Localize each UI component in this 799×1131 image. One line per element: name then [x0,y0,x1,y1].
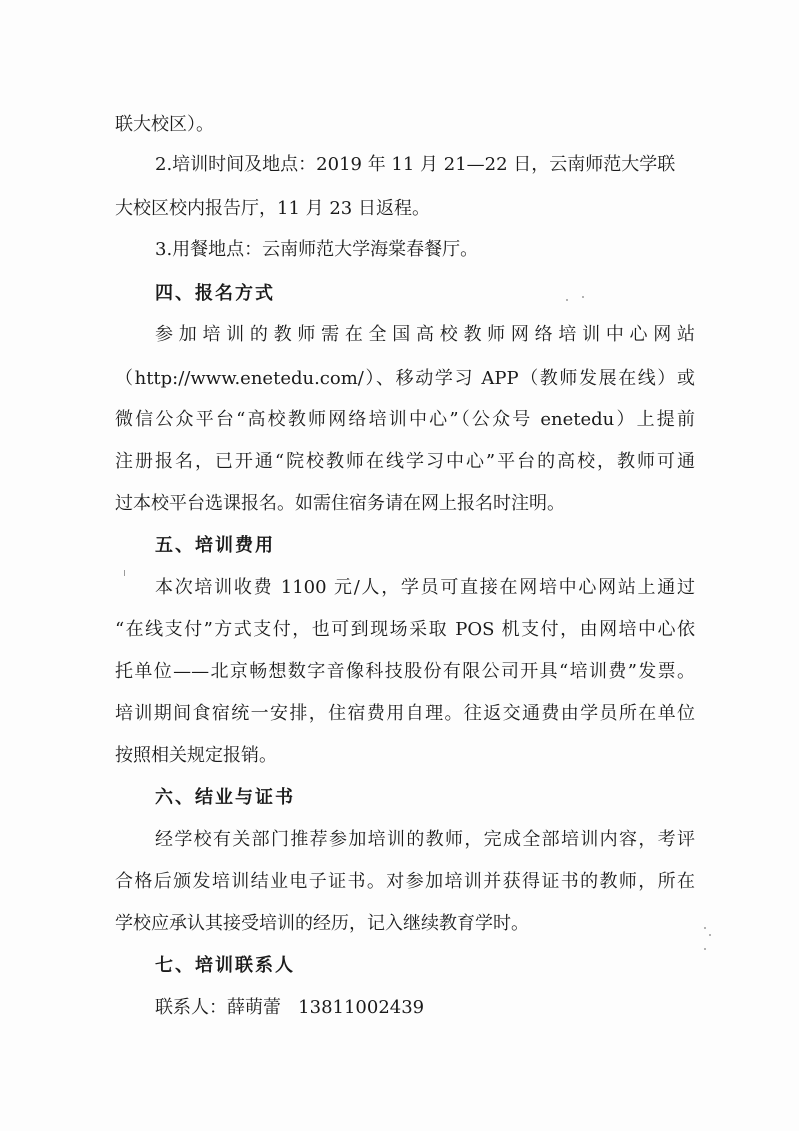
contact-line: 联系人：薛萌蕾 13811002439 [155,997,425,1018]
scan-speck [582,296,584,298]
scan-speck [704,927,706,929]
section-heading: 五、培训费用 [155,535,275,556]
text-line: 微信公众平台“高校教师网络培训中心”（公众号 enetedu）上提前 [115,409,695,430]
section-heading: 四、报名方式 [155,283,275,304]
text-line: 过本校平台选课报名。如需住宿务请在网上报名时注明。 [115,493,565,514]
scan-speck [704,948,706,950]
text-line: 联大校区）。 [115,114,214,135]
text-line: 注册报名，已开通“院校教师在线学习中心”平台的高校，教师可通 [115,451,695,472]
text-line: 按照相关规定报销。 [115,745,277,766]
scan-speck [566,299,568,301]
text-line: “在线支付”方式支付，也可到现场采取 POS 机支付，由网培中心依 [115,619,695,640]
text-line: （http://www.enetedu.com/）、移动学习 APP（教师发展在线）或 [115,368,695,389]
scan-speck [124,570,125,576]
text-line: 本次培训收费 1100 元/人，学员可直接在网培中心网站上通过 [155,577,695,598]
text-line: 培训期间食宿统一安排，住宿费用自理。往返交通费由学员所在单位 [115,703,695,724]
text-line: 大校区校内报告厅，11 月 23 日返程。 [115,198,430,219]
text-line: 经学校有关部门推荐参加培训的教师，完成全部培训内容，考评 [155,829,695,850]
text-line: 2.培训时间及地点：2019 年 11 月 21—22 日，云南师范大学联 [155,154,676,175]
text-line: 学校应承认其接受培训的经历，记入继续教育学时。 [115,913,529,934]
text-line: 合格后颁发培训结业电子证书。对参加培训并获得证书的教师，所在 [115,871,695,892]
section-heading: 七、培训联系人 [155,955,295,976]
text-line: 3.用餐地点：云南师范大学海棠春餐厅。 [155,239,479,260]
scan-speck [709,934,711,936]
section-heading: 六、结业与证书 [155,787,295,808]
text-line: 参加培训的教师需在全国高校教师网络培训中心网站 [155,324,695,345]
text-line: 托单位——北京畅想数字音像科技股份有限公司开具“培训费”发票。 [115,661,695,682]
